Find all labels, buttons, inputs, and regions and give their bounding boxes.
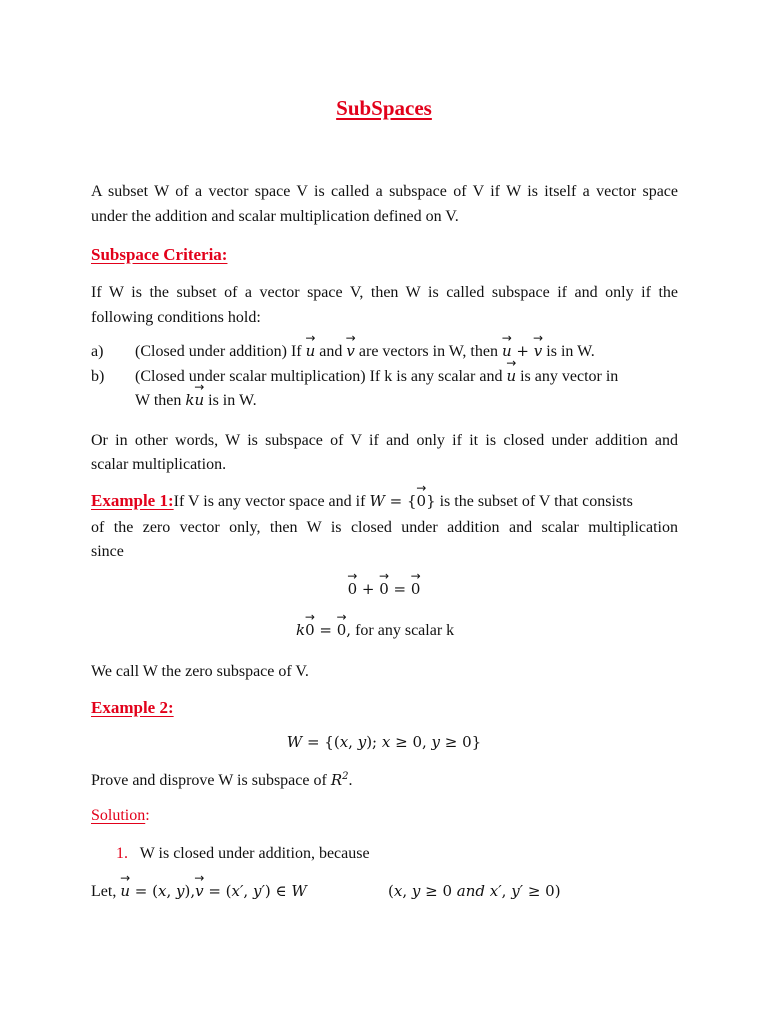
let-word: Let, (91, 883, 117, 900)
condition-a (91, 342, 595, 361)
condition-a-text-2: and (319, 343, 343, 360)
criteria-heading: Subspace Criteria: (91, 245, 228, 264)
condition-b (91, 367, 678, 386)
step-1-text: W is closed under addition, because (139, 845, 370, 862)
vector-u-b: → u (506, 367, 516, 385)
vector-u: → u (306, 342, 316, 360)
condition-b-text-4: is in W. (208, 392, 257, 409)
step-1-number: 1. (116, 845, 128, 862)
intro-line-2: under the addition and scalar multiplication defined on V. (91, 208, 459, 225)
step-1 (116, 845, 370, 863)
example1-line-2: of the zero vector only, then W is closed under addition and scalar multiplication (91, 519, 678, 536)
condition-b-text-3: W then (135, 392, 182, 409)
condition-a-label: a) (91, 343, 104, 360)
condition-b-text-2: is any vector in (520, 368, 619, 385)
prove-statement: Prove and disprove W is subspace of $R^2$. (91, 771, 353, 789)
solution-colon: : (145, 807, 150, 824)
page-title: SubSpaces (336, 96, 432, 120)
condition-b-cont (135, 391, 257, 410)
solution-label (91, 807, 150, 825)
condition-a-text-3: are vectors in W, then (358, 343, 498, 360)
equation-scalar-zero: k→ 0 = → 0, for any scalar k (296, 621, 454, 640)
condition-a-text-4: is in W. (546, 343, 595, 360)
let-statement: Let, → u = (x, y),→ v = (x′, y′) ∈ W (91, 882, 307, 901)
zero-set-equation: W = {→ 0} (369, 492, 435, 510)
example1-text-1: If V is any vector space and if (173, 493, 366, 510)
nonnegative-condition: (x, y ≥ 0 and x′, y′ ≥ 0) (388, 882, 561, 900)
example2-heading: Example 2: (91, 698, 174, 717)
condition-b-text-1: (Closed under scalar multiplication) If k is any scalar and (135, 368, 503, 385)
criteria-line-1: If W is the subset of a vector space V, then W is called subspace if and only if the (91, 284, 678, 301)
condition-b-label: b) (91, 368, 105, 385)
solution-word: Solution (91, 807, 146, 824)
example1-heading: Example 1: (91, 491, 174, 510)
example1-line-3: since (91, 543, 124, 560)
criteria-line-2: following conditions hold: (91, 309, 261, 326)
intro-line-1: A subset W of a vector space V is called a subspace of V if W is itself a vector space (91, 183, 678, 200)
example1-line-1 (91, 491, 633, 511)
r-squared: $R^2$ (330, 771, 349, 789)
example1-closing: We call W the zero subspace of V. (91, 663, 309, 680)
vector-v: → v (346, 342, 354, 360)
equation-zero-sum: → 0 + → 0 = → 0 (0, 580, 768, 599)
other-words-line-2: scalar multiplication. (91, 456, 227, 473)
other-words-line-1: Or in other words, W is subspace of V if and only if it is closed under addition and (91, 432, 678, 449)
example1-text-2: is the subset of V that consists (439, 493, 633, 510)
and-word: and (456, 882, 485, 900)
equation-scalar-note: for any scalar k (355, 622, 455, 639)
set-definition: W = {(x, y); x ≥ 0, y ≥ 0} (286, 733, 482, 751)
sum-u-plus-v: → u + → v (502, 342, 542, 360)
scalar-mult-ku: k→ u (185, 391, 204, 409)
prove-text: Prove and disprove W is subspace of (91, 772, 327, 789)
condition-a-text-1: (Closed under addition) If (135, 343, 302, 360)
